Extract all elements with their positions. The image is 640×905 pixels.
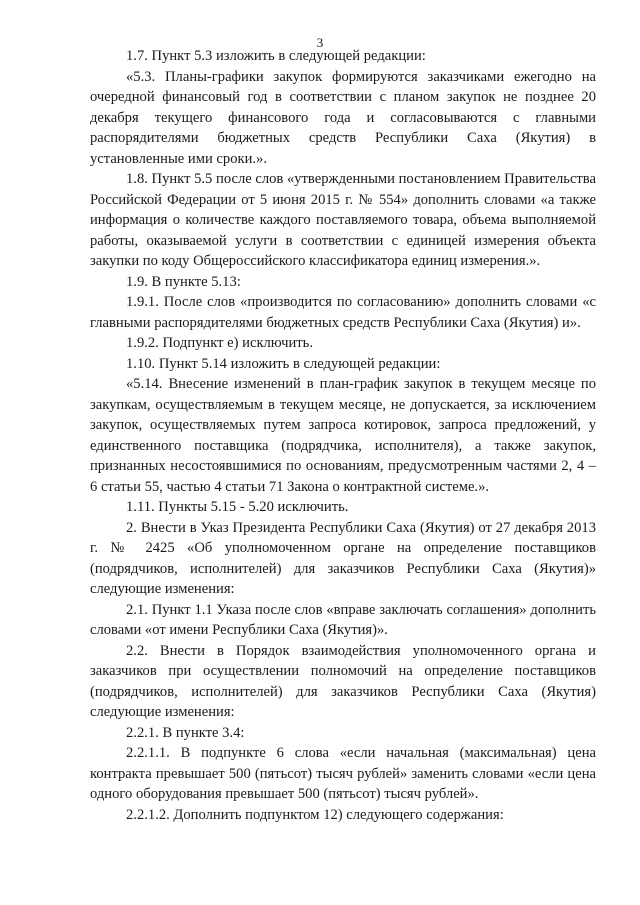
paragraph-2-2-1: 2.2.1. В пункте 3.4: (126, 724, 245, 741)
paragraph-2-2-1-1: 2.2.1.1. В подпункте 6 слова «если начальная (максимальная) цена контракта превышает 500 (пятьсот) тысяч рублей» заменить словами «если цена одного оборудования превышает 500 (пятьсот) тысяч рублей». (90, 745, 596, 802)
paragraph-2: 2. Внести в Указ Президента Республики Саха (Якутия) от 27 декабря 2013 г. № 2425 «Об уполномоченном органе на определение поставщиков (подрядчиков, исполнителей) для заказчиков Республики Саха (Якутия)» следующие изменения: (90, 519, 596, 597)
paragraph-1-10: 1.10. Пункт 5.14 изложить в следующей редакции: (126, 355, 441, 372)
page-number: 3 (316, 35, 324, 50)
paragraph-5-3-text: «5.3. Планы-графики закупок формируются заказчиками ежегодно на очередной финансовый год в соответствии с планом закупок не позднее 20 декабря текущего финансового года и согласовываются с главными распорядителями бюджетных средств Республики Саха (Якутия) в установленные ими сроки.». (90, 68, 596, 167)
paragraph-1-9-1: 1.9.1. После слов «производится по согласованию» дополнить словами «с главными распорядителями бюджетных средств Республики Саха (Якутия) и». (90, 294, 596, 331)
paragraph-1-11: 1.11. Пункты 5.15 - 5.20 исключить. (126, 499, 349, 515)
paragraph-2-2-1-2: 2.2.1.2. Дополнить подпунктом 12) следующего содержания: (126, 806, 504, 823)
paragraph-1-9: 1.9. В пункте 5.13: (126, 273, 241, 290)
paragraph-1-8: 1.8. Пункт 5.5 после слов «утвержденными постановлением Правительства Российской Федерации от 5 июня 2015 г. № 554» дополнить словами «а также информация о количестве каждого поставляемого товара, объема выполняемой работы, оказываемой услуги в соответствии с единицей измерения объекта закупки по коду Общероссийского классификатора единиц измерения.». (90, 171, 596, 269)
paragraph-1-7: 1.7. Пункт 5.3 изложить в следующей редакции: (126, 48, 426, 64)
paragraph-1-9-2: 1.9.2. Подпункт е) исключить. (126, 335, 313, 351)
document-body (90, 46, 596, 825)
paragraph-5-14-text: «5.14. Внесение изменений в план-график закупок в текущем месяце по закупкам, осуществляемым в текущем месяце, не допускается, за исключением закупок, осуществляемых путем запроса котировок, запроса предложений, у единственного поставщика (подрядчика, исполнителя), а также закупок, признанных несостоявшимися по основаниям, предусмотренным частями 2, 4 – 6 статьи 55, частью 4 статьи 71 Закона о контрактной системе.». (90, 376, 596, 495)
paragraph-2-2: 2.2. Внести в Порядок взаимодействия уполномоченного органа и заказчиков при осуществлении полномочий на определение поставщиков (подрядчиков, исполнителей) для заказчиков Республики Саха (Якутия) следующие изменения: (90, 642, 596, 720)
paragraph-2-1: 2.1. Пункт 1.1 Указа после слов «вправе заключать соглашения» дополнить словами «от имени Республики Саха (Якутия)». (90, 601, 596, 638)
